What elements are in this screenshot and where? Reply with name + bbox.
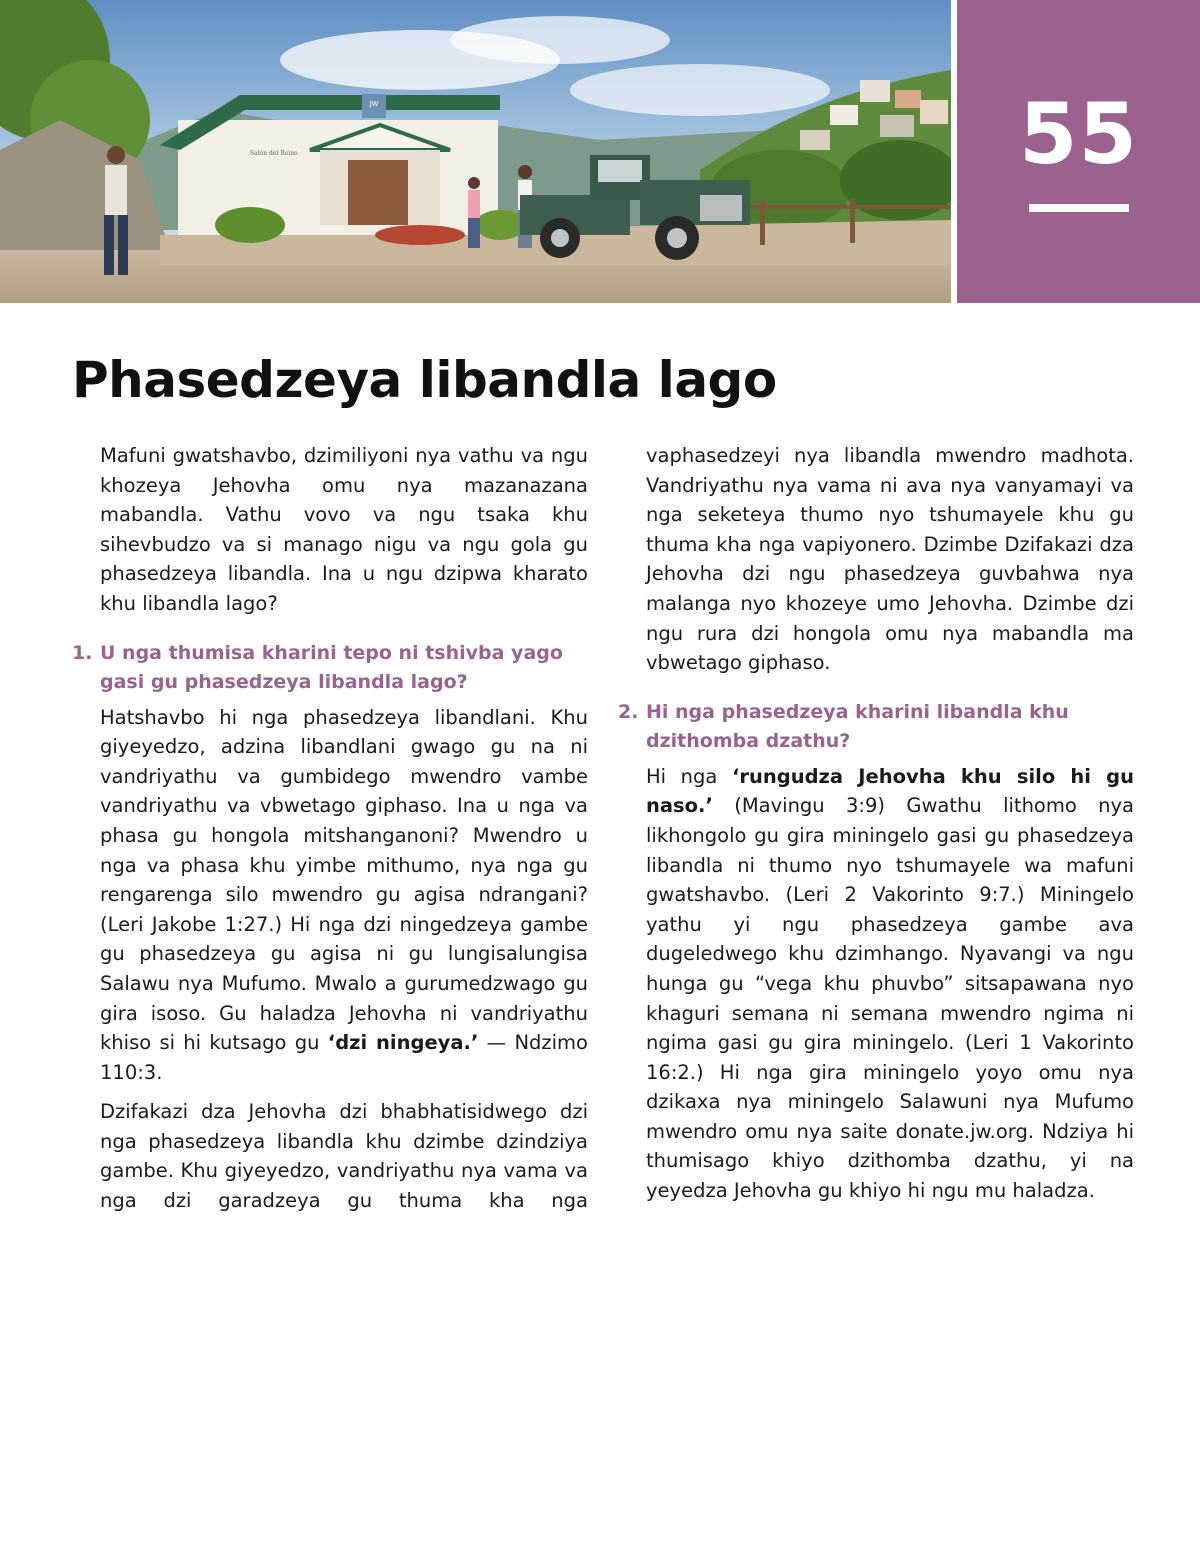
page-title: Phasedzeya libandla lago [72,351,777,409]
intro-paragraph: Mafuni gwatshavbo, dzimiliyoni nya vathu va ngu khozeya Jehovha omu nya mazanazana mabandla. Vathu vovo va ngu tsaka khu sihevbudzo va si manago nigu va ngu gola gu phasedzeya libandla. Ina u ngu dzipwa kharato khu libandla lago? [100,444,588,615]
q2-p1-quote: ‘rungudza Jehovha khu silo hi gu naso.’ [646,764,1134,818]
question-1-text: U nga thumisa kharini tepo ni tshivba yago gasi gu phasedzeya libandla lago? [100,641,563,693]
right-column [618,441,1134,1216]
sign-logo: JW [369,100,379,108]
question-1-paragraph-2: Dzifakazi dza Jehovha dzi bhabhatisidwego dzi nga phasedzeya libandla khu dzimbe dzindziya gambe. Khu giyeyedzo, vandriyathu nya vama va nga dzi garadzeya gu thuma kha nga [100,1100,588,1213]
question-1-paragraph-2-continued: vaphasedzeyi nya libandla mwendro madhota. Vandriyathu nya vama ni ava nya vanyamayi va nga seketeya thumo nyo tshumayele khu gu thuma kha nga vapiyonero. Dzimbe Dzifakazi dza Jehovha dzi ngu phasedzeya guvbahwa nya malanga nyo khozeye umo Jehovha. Dzimbe dzi ngu rura dzi hongola omu nya mabandla ma vbwetago giphaso. [646,444,1134,675]
lesson-number-box [957,0,1200,303]
header-illustration [0,0,951,303]
question-1-paragraph-1 [72,703,588,1088]
q2-p1-text-a: Hi nga [646,764,732,788]
question-1-number: 1. [72,641,93,664]
q1-p1-text-a: Hatshavbo hi nga phasedzeya libandlani. Khu giyeyedzo, adzina libandlani gwago gu na ni vandriyathu va gumbidego mwendro vambe vandriyathu va vbwetago giphaso. Ina u nga va phasa gu hongola mitshanganoni? Mwendro u nga va phasa khu yimbe mithumo, nya nga gu rengarenga silo mwendro gu agisa ndrangani? (Leri Jakobe 1:27.) Hi nga dzi ningedzeya gambe gu phasedzeya gu agisa ni gu lungisalungisa Salawu nya Mufumo. Mwalo a gurumedzwago gu gira isoso. Gu haladza Jehovha ni vandriyathu khiso si hi kutsago gu [100,705,588,1055]
left-column [72,441,588,1226]
question-2-number: 2. [618,700,639,723]
question-2-text: Hi nga phasedzeya kharini libandla khu dzithomba dzathu? [646,700,1069,752]
lesson-number: 55 [1019,85,1138,183]
question-2-heading [618,698,1134,756]
kingdom-hall-cleaning-scene [0,0,951,303]
lesson-number-underline [1029,204,1129,212]
sign-text: Salón del Reino [250,150,298,157]
q1-p1-quote: ‘dzi ningeya.’ [327,1031,479,1055]
q2-p1-text-b: (Mavingu 3:9) Gwathu lithomo nya likhongolo gu gira miningelo gasi gu phasedzeya libandla ni thumo nyo tshumayele wa mafuni gwatshavbo. (Leri 2 Vakorinto 9:7.) Miningelo yathu yi ngu phasedzeya gambe ava dugeledwego khu dzimhango. Nyavangi va ngu hunga gu “vega khu phuvbo” sitsapawana nyo khaguri semana ni semana mwendro ngima ni ngima gasi gu gira miningelo. (Leri 1 Vakorinto 16:2.) Hi nga gira miningelo yoyo omu nya dzikaxa nya miningelo Salawuni nya Mufumo mwendro omu nya saite donate.jw.org. Ndziya hi thumisago khiyo dzithomba dzathu, yi na yeyedza Jehovha gu khiyo hi ngu mu haladza. [646,794,1134,1203]
question-1-heading [72,639,588,697]
question-2-paragraph [618,762,1134,1206]
q1-p1-text-b: — Ndzimo 110:3. [100,1031,588,1084]
